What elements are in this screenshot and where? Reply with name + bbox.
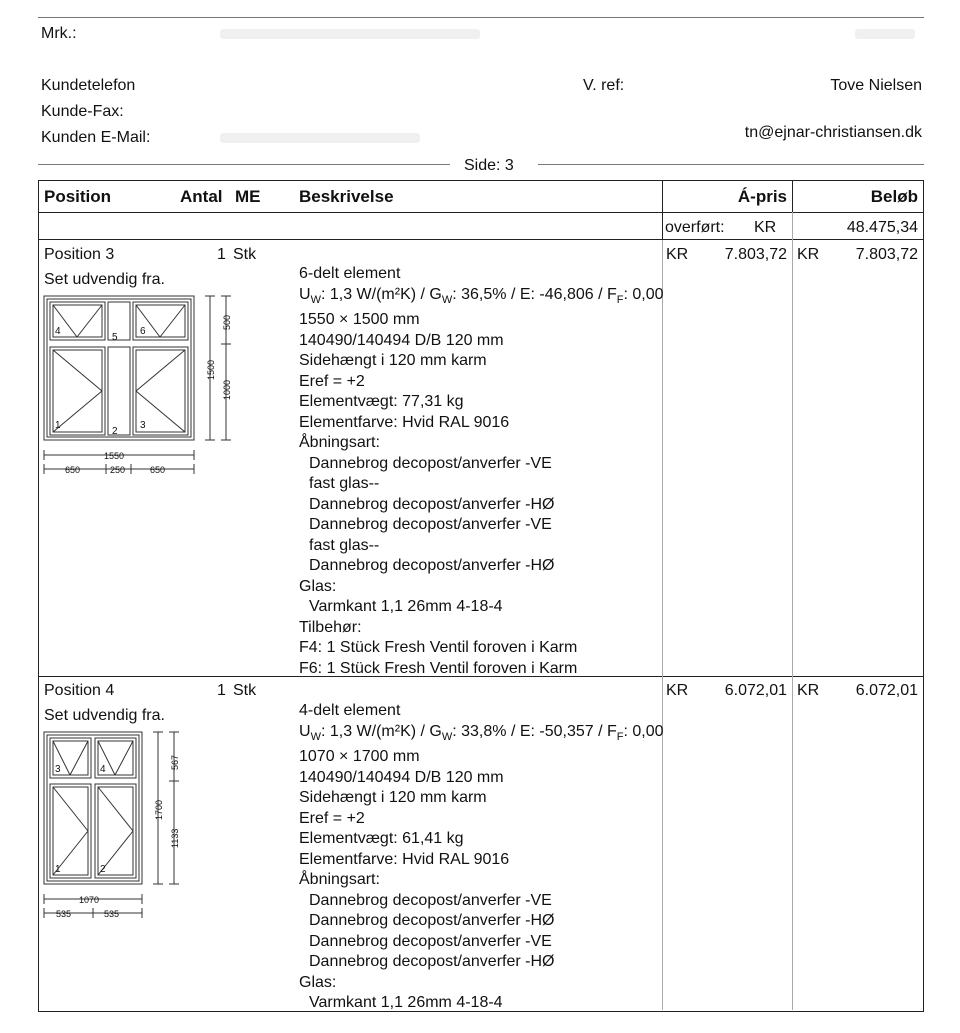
- glas-value: Varmkant 1,1 26mm 4-18-4: [309, 994, 503, 1012]
- belob-currency: KR: [797, 246, 820, 263]
- spec-line: Sidehængt i 120 mm karm: [299, 352, 487, 370]
- pane-number: 1: [55, 420, 61, 431]
- page-number: Side: 3: [464, 157, 514, 174]
- spec-line: Eref = +2: [299, 372, 365, 390]
- window-drawing: [40, 292, 240, 482]
- col-header-beskrivelse: Beskrivelse: [299, 187, 394, 206]
- belob-currency: KR: [797, 682, 820, 699]
- belob-value: 7.803,72: [855, 246, 918, 263]
- vref-value: Tove Nielsen: [830, 77, 922, 94]
- kunden-email-label: Kunden E-Mail:: [41, 129, 151, 146]
- position-subtitle: Set udvendig fra.: [44, 707, 165, 724]
- thermal-values: $U_W$: 1,3 $W/(m^2K) / G_W$: 36,5% / E: $-46,806 / F_F$: 0,00: [299, 285, 664, 306]
- carried-label: overført:: [665, 219, 725, 236]
- apris-value: 6.072,01: [724, 682, 787, 699]
- thermal-values: $U_W$: 1,3 $W/(m^2K) / G_W$: 33,8% / E: $-50,357 / F_F$: 0,00: [299, 722, 664, 743]
- spec-line: 140490/140494 D/B 120 mm: [299, 768, 504, 786]
- spec-line: Elementvægt: 61,41 kg: [299, 830, 464, 848]
- pane-number: 3: [140, 420, 146, 431]
- spec-line: Elementfarve: Hvid RAL 9016: [299, 850, 510, 868]
- dim-total-width: 1070: [79, 895, 100, 905]
- opening-line: fast glas--: [309, 536, 380, 554]
- spec-line: 140490/140494 D/B 120 mm: [299, 331, 504, 349]
- opening-line: Dannebrog decopost/anverfer -HØ: [309, 495, 555, 513]
- col-header-belob: Beløb: [870, 187, 918, 206]
- redacted-mark: [220, 29, 480, 39]
- position-description: [299, 701, 664, 1014]
- position-title: Position 4: [44, 682, 115, 699]
- dim-total-height: 1500: [206, 359, 216, 380]
- dim-part-height: 1000: [222, 379, 232, 400]
- belob-value: 6.072,01: [855, 682, 918, 699]
- email-value[interactable]: tn@ejnar-christiansen.dk: [744, 124, 922, 141]
- apris-value: 7.803,72: [724, 246, 787, 263]
- glas-value: Varmkant 1,1 26mm 4-18-4: [309, 598, 503, 616]
- opening-line: Dannebrog decopost/anverfer -HØ: [309, 912, 555, 930]
- opening-line: Dannebrog decopost/anverfer -HØ: [309, 557, 555, 575]
- mrk-label: Mrk.:: [41, 25, 77, 42]
- carried-amount: 48.475,34: [846, 219, 918, 236]
- opening-line: Dannebrog decopost/anverfer -VE: [309, 516, 552, 534]
- dim-part-height: 1133: [170, 828, 180, 848]
- opening-line: Dannebrog decopost/anverfer -HØ: [309, 953, 555, 971]
- col-divider-belob-top: [792, 180, 793, 212]
- apris-currency: KR: [666, 682, 689, 699]
- tilbehor-label: Tilbehør:: [299, 618, 362, 636]
- pane-number: 6: [140, 326, 146, 337]
- kundetelefon-label: Kundetelefon: [41, 77, 136, 94]
- dim-part-width: 650: [65, 465, 81, 475]
- pane-number: 4: [55, 326, 61, 337]
- opening-line: fast glas--: [309, 475, 380, 493]
- dim-part-height: 567: [170, 754, 180, 770]
- position-unit: Stk: [233, 682, 257, 699]
- dim-total-width: 1550: [104, 451, 125, 461]
- position-subtitle: Set udvendig fra.: [44, 271, 165, 288]
- glas-label: Glas:: [299, 973, 337, 991]
- apris-currency: KR: [666, 246, 689, 263]
- redacted-email: [220, 133, 420, 143]
- col-divider-apris-top: [662, 180, 663, 240]
- spec-line: Elementvægt: 77,31 kg: [299, 393, 464, 411]
- spec-line: Åbningsart:: [299, 434, 380, 452]
- pane-number: 4: [100, 764, 106, 775]
- pane-number: 3: [55, 764, 61, 775]
- redacted-mark-right: [855, 29, 915, 39]
- kunde-fax-label: Kunde-Fax:: [41, 103, 124, 120]
- page-rule-left: [38, 164, 450, 165]
- dim-part-width: 535: [56, 909, 72, 919]
- tilbehor-line: F4: 1 Stück Fresh Ventil foroven i Karm: [299, 639, 578, 657]
- position-unit: Stk: [233, 246, 257, 263]
- top-rule: [38, 17, 924, 18]
- spec-line: 1550 × 1500 mm: [299, 311, 420, 329]
- position-description: [299, 264, 664, 679]
- col-header-position: Position: [44, 187, 112, 206]
- pane-number: 5: [112, 332, 118, 343]
- spec-line: Åbningsart:: [299, 871, 380, 889]
- dim-total-height: 1700: [154, 799, 164, 820]
- col-header-antal: Antal: [180, 187, 223, 206]
- window-drawing: [40, 728, 200, 923]
- page-rule-right: [538, 164, 924, 165]
- opening-line: Dannebrog decopost/anverfer -VE: [309, 932, 552, 950]
- opening-line: Dannebrog decopost/anverfer -VE: [309, 891, 552, 909]
- position-qty: 1: [217, 246, 226, 263]
- col-header-apris: Á-pris: [737, 187, 787, 206]
- spec-line: 1070 × 1700 mm: [299, 748, 420, 766]
- glas-label: Glas:: [299, 577, 337, 595]
- pane-number: 2: [112, 426, 118, 437]
- pane-number: 1: [55, 864, 61, 875]
- position-title: Position 3: [44, 246, 115, 263]
- dim-part-width: 250: [110, 465, 126, 475]
- spec-line: Elementfarve: Hvid RAL 9016: [299, 413, 510, 431]
- position-qty: 1: [217, 682, 226, 699]
- vref-label: V. ref:: [583, 77, 625, 94]
- element-type: 4-delt element: [299, 702, 401, 719]
- col-header-me: ME: [235, 187, 261, 206]
- pane-number: 2: [100, 864, 106, 875]
- dim-part-height: 500: [222, 314, 232, 330]
- spec-line: Sidehængt i 120 mm karm: [299, 789, 487, 807]
- col-divider-belob: [792, 212, 793, 1010]
- dim-part-width: 650: [150, 465, 166, 475]
- dim-part-width: 535: [104, 909, 120, 919]
- opening-line: Dannebrog decopost/anverfer -VE: [309, 454, 552, 472]
- tilbehor-line: F6: 1 Stück Fresh Ventil foroven i Karm: [299, 659, 578, 677]
- spec-line: Eref = +2: [299, 809, 365, 827]
- carried-currency: KR: [754, 219, 777, 236]
- element-type: 6-delt element: [299, 265, 401, 282]
